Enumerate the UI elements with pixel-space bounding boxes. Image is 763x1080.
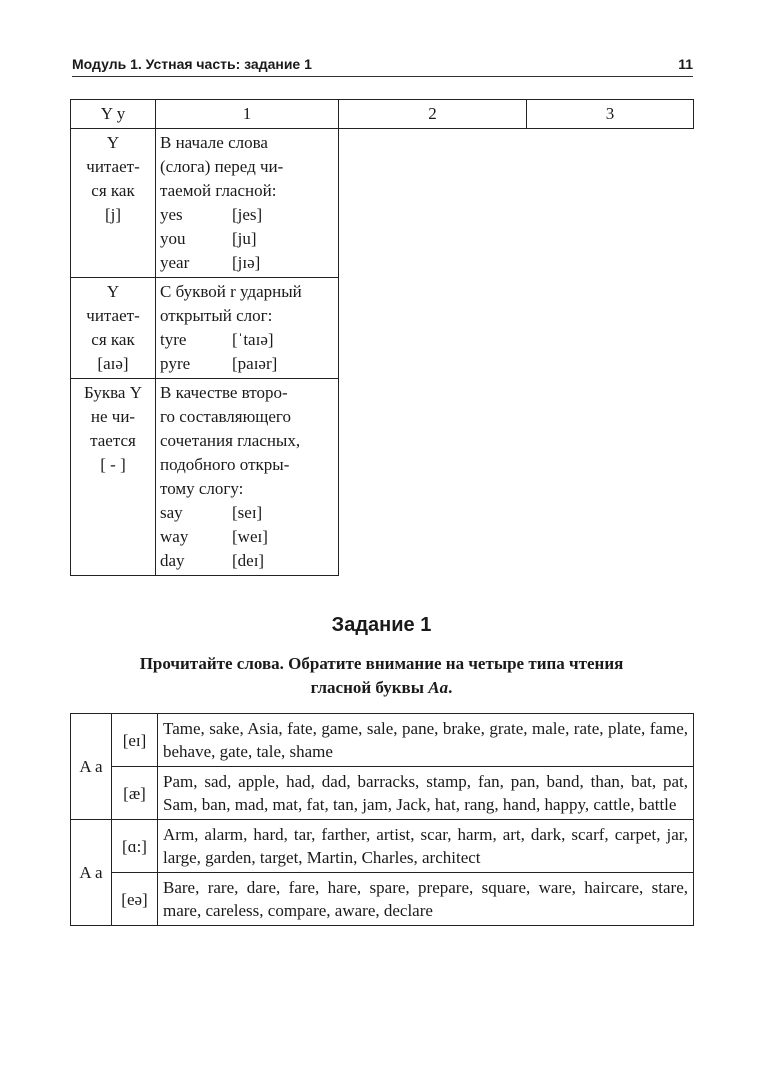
rule-cell: С буквой r ударный открытый слог: tyre [ˈtaɪə] pyre [paɪər] [156,278,339,379]
letter-cell: A a [71,714,112,820]
task-instruction: Прочитайте слова. Обратите внимание на четыре типа чтения гласной буквы Aa. [139,654,624,697]
sound-cell: [eə] [112,873,158,926]
table-header-row [71,100,694,129]
table-row [71,767,694,820]
page-number: 11 [678,56,693,72]
sound-cell: [æ] [112,767,158,820]
words-cell: Pam, sad, apple, had, dad, barracks, stamp, fan, pan, band, than, bat, pat, Sam, ban, mad, mat, fat, tan, jam, Jack, hat, rang, hand, happy, cattle, battle [158,767,694,820]
table-row [71,820,694,873]
example: day [deɪ] [160,551,265,570]
table-row [71,714,694,767]
words-table [70,713,694,926]
words-cell: Tame, sake, Asia, fate, game, sale, pane, brake, grate, male, rate, plate, fame, behave, gate, tale, shame [158,714,694,767]
running-head [72,54,693,77]
header-cell: 2 [339,100,527,129]
table-row [71,129,694,278]
table-row [71,873,694,926]
letter-cell: Буква Y не чи- тается [ - ] [71,379,156,576]
words-cell: Arm, alarm, hard, tar, farther, artist, scar, harm, art, dark, scarf, carpet, jar, large, garden, target, Martin, Charles, architect [158,820,694,873]
table-row [71,278,694,379]
sound-cell: [ɑ:] [112,820,158,873]
example: say [seɪ] [160,503,263,522]
rule-cell: В начале слова (слога) перед чи- таемой гласной: yes [jes] you [ju] year [jɪə] [156,129,339,278]
example: tyre [ˈtaɪə] [160,330,274,349]
example: year [jɪə] [160,253,261,272]
example: you [ju] [160,229,257,248]
header-cell: 3 [527,100,694,129]
example: pyre [paɪər] [160,354,278,373]
example: yes [jes] [160,205,263,224]
header-cell: Y y [71,100,156,129]
letter-cell: Y читает- ся как [j] [71,129,156,278]
letter-cell: Y читает- ся как [aɪə] [71,278,156,379]
table-row [71,379,694,576]
letter-cell: A a [71,820,112,926]
words-cell: Bare, rare, dare, fare, hare, spare, prepare, square, ware, haircare, stare, mare, careless, compare, aware, declare [158,873,694,926]
header-cell: 1 [156,100,339,129]
instruction-letter: Aa [428,678,449,697]
reading-rules-table [70,99,694,576]
task-title: Задание 1 [331,614,432,636]
sound-cell: [eɪ] [112,714,158,767]
rule-cell: В качестве второ- го составляющего сочетания гласных, подобного откры- тому слогу: say [seɪ] way [weɪ] day [deɪ] [156,379,339,576]
chapter-title: Модуль 1. Устная часть: задание 1 [72,56,312,72]
example: way [weɪ] [160,527,268,546]
